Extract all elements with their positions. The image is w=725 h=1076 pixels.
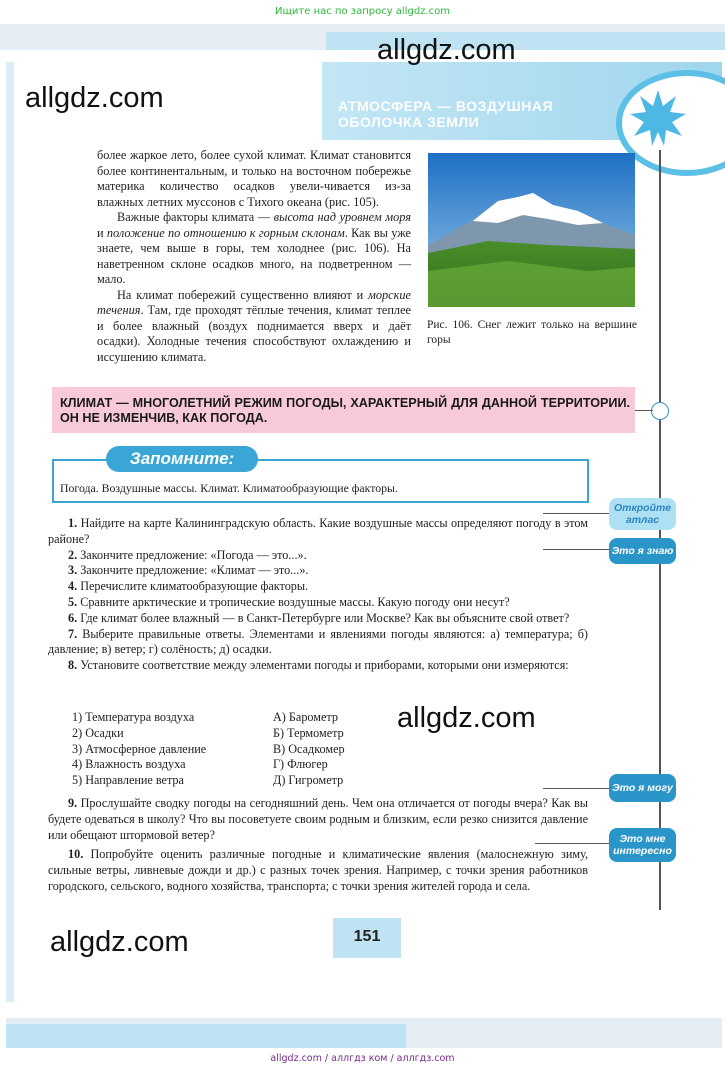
question: 6. Где климат более влажный — в Санкт-Петербурге или Москве? Как вы объясните свой ответ? (68, 610, 570, 625)
question: 9. Прослушайте сводку погоды на сегодняшний день. Чем она отличается от погоды вчера? Как вы будете одеваться в школу? Что вы посоветуете своим родным и близким, если резко снизится давление или обещают штормовой ветер? (48, 796, 588, 842)
question: 10. Попробуйте оценить различные погодные и климатические явления (малоснежную зиму, сильные ветры, ливневые дожди и др.) с разных точек зрения. Например, с точки зрения работников городского, сельского, водного хозяйства, транспорта; с точки зрения жителей города и села. (48, 847, 588, 893)
questions-block-1 (48, 516, 588, 674)
question: 1. Найдите на карте Калининградскую область. Какие воздушные массы определяют погоду в этом районе? (48, 516, 588, 546)
watermark: allgdz.com (397, 702, 536, 734)
paragraph: На климат побережий существенно влияют и морские течения. Там, где проходят тёплые течения, климат теплее и более влажный (воздух поднимается вверх и даёт осадки). Холодные течения способствуют охлаждению и иссушению климата. (97, 287, 411, 364)
page-left-bar (6, 62, 14, 1002)
top-note[interactable]: Ищите нас по запросу allgdz.com (275, 6, 450, 17)
list-item: Г) Флюгер (273, 757, 328, 772)
page-number: 151 (333, 918, 401, 958)
question: 7. Выберите правильные ответы. Элементами и явлениями погоды являются: а) температура; б) давление; в) ветер; г) солёность; д) осадки. (48, 626, 588, 657)
connector (543, 513, 609, 514)
remember-text: Погода. Воздушные массы. Климат. Климатообразующие факторы. (60, 481, 398, 495)
bottom-strip (6, 1018, 722, 1048)
footer-links[interactable]: allgdz.com / аллгдз ком / аллгдз.com (270, 1053, 455, 1064)
question: 5. Сравните арктические и тропические воздушные массы. Какую погоду они несут? (68, 594, 510, 609)
question: 3. Закончите предложение: «Климат — это...». (68, 563, 309, 578)
figure-caption: Рис. 106. Снег лежит только на вершине горы (427, 319, 637, 346)
questions-block-2 (48, 796, 588, 895)
watermark: allgdz.com (377, 34, 516, 66)
paragraph: более жаркое лето, более сухой климат. Климат становится более континентальным, и только на восточном побережье материка количество осадков увели-чивается из-за влажных летних муссонов с Тихого океана (рис. 105). (97, 148, 411, 209)
match-left-list (72, 710, 272, 789)
list-item: 3) Атмосферное давление (72, 741, 207, 756)
tag-i-know[interactable]: Это я знаю (609, 538, 676, 564)
watermark: allgdz.com (50, 926, 189, 958)
connector (635, 410, 653, 411)
watermark: allgdz.com (25, 82, 164, 114)
list-item: А) Барометр (273, 710, 338, 724)
mountain-photo (428, 153, 635, 307)
tag-i-can[interactable]: Это я могу (609, 774, 676, 802)
list-item: 2) Осадки (72, 725, 124, 740)
question: 4. Перечислите климатообразующие факторы. (68, 579, 309, 594)
remember-title: Запомните: (106, 446, 258, 472)
main-text (97, 148, 411, 365)
timeline-marker (651, 402, 669, 420)
connector (543, 788, 609, 789)
tag-interesting[interactable]: Это мне интересно (609, 828, 676, 862)
list-item: 5) Направление ветра (72, 773, 184, 788)
chapter-title: АТМОСФЕРА — ВОЗДУШНАЯ ОБОЛОЧКА ЗЕМЛИ (338, 98, 554, 130)
question: 2. Закончите предложение: «Погода — это...». (68, 547, 307, 562)
sun-star-icon (628, 88, 688, 148)
list-item: Д) Гигрометр (273, 773, 344, 788)
match-right-list (273, 710, 413, 789)
tag-open-atlas[interactable]: Откройте атлас (609, 498, 676, 530)
list-item: Б) Термометр (273, 725, 344, 740)
top-strip (0, 24, 725, 50)
question: 8. Установите соответствие между элементами погоды и приборами, которыми они измеряются: (68, 658, 569, 673)
list-item: 1) Температура воздуха (72, 710, 195, 724)
paragraph: Важные факторы климата — высота над уровнем моря и положение по отношению к горным склонам. Как вы уже знаете, чем выше в горы, тем холоднее (рис. 106). На наветренном склоне осадков много, на подветренном — мало. (97, 210, 412, 286)
list-item: 4) Влажность воздуха (72, 757, 186, 772)
definition-text: КЛИМАТ — МНОГОЛЕТНИЙ РЕЖИМ ПОГОДЫ, ХАРАКТЕРНЫЙ ДЛЯ ДАННОЙ ТЕРРИТОРИИ. ОН НЕ ИЗМЕНЧИВ, КАК ПОГОДА. (60, 396, 630, 425)
list-item: В) Осадкомер (273, 741, 345, 756)
